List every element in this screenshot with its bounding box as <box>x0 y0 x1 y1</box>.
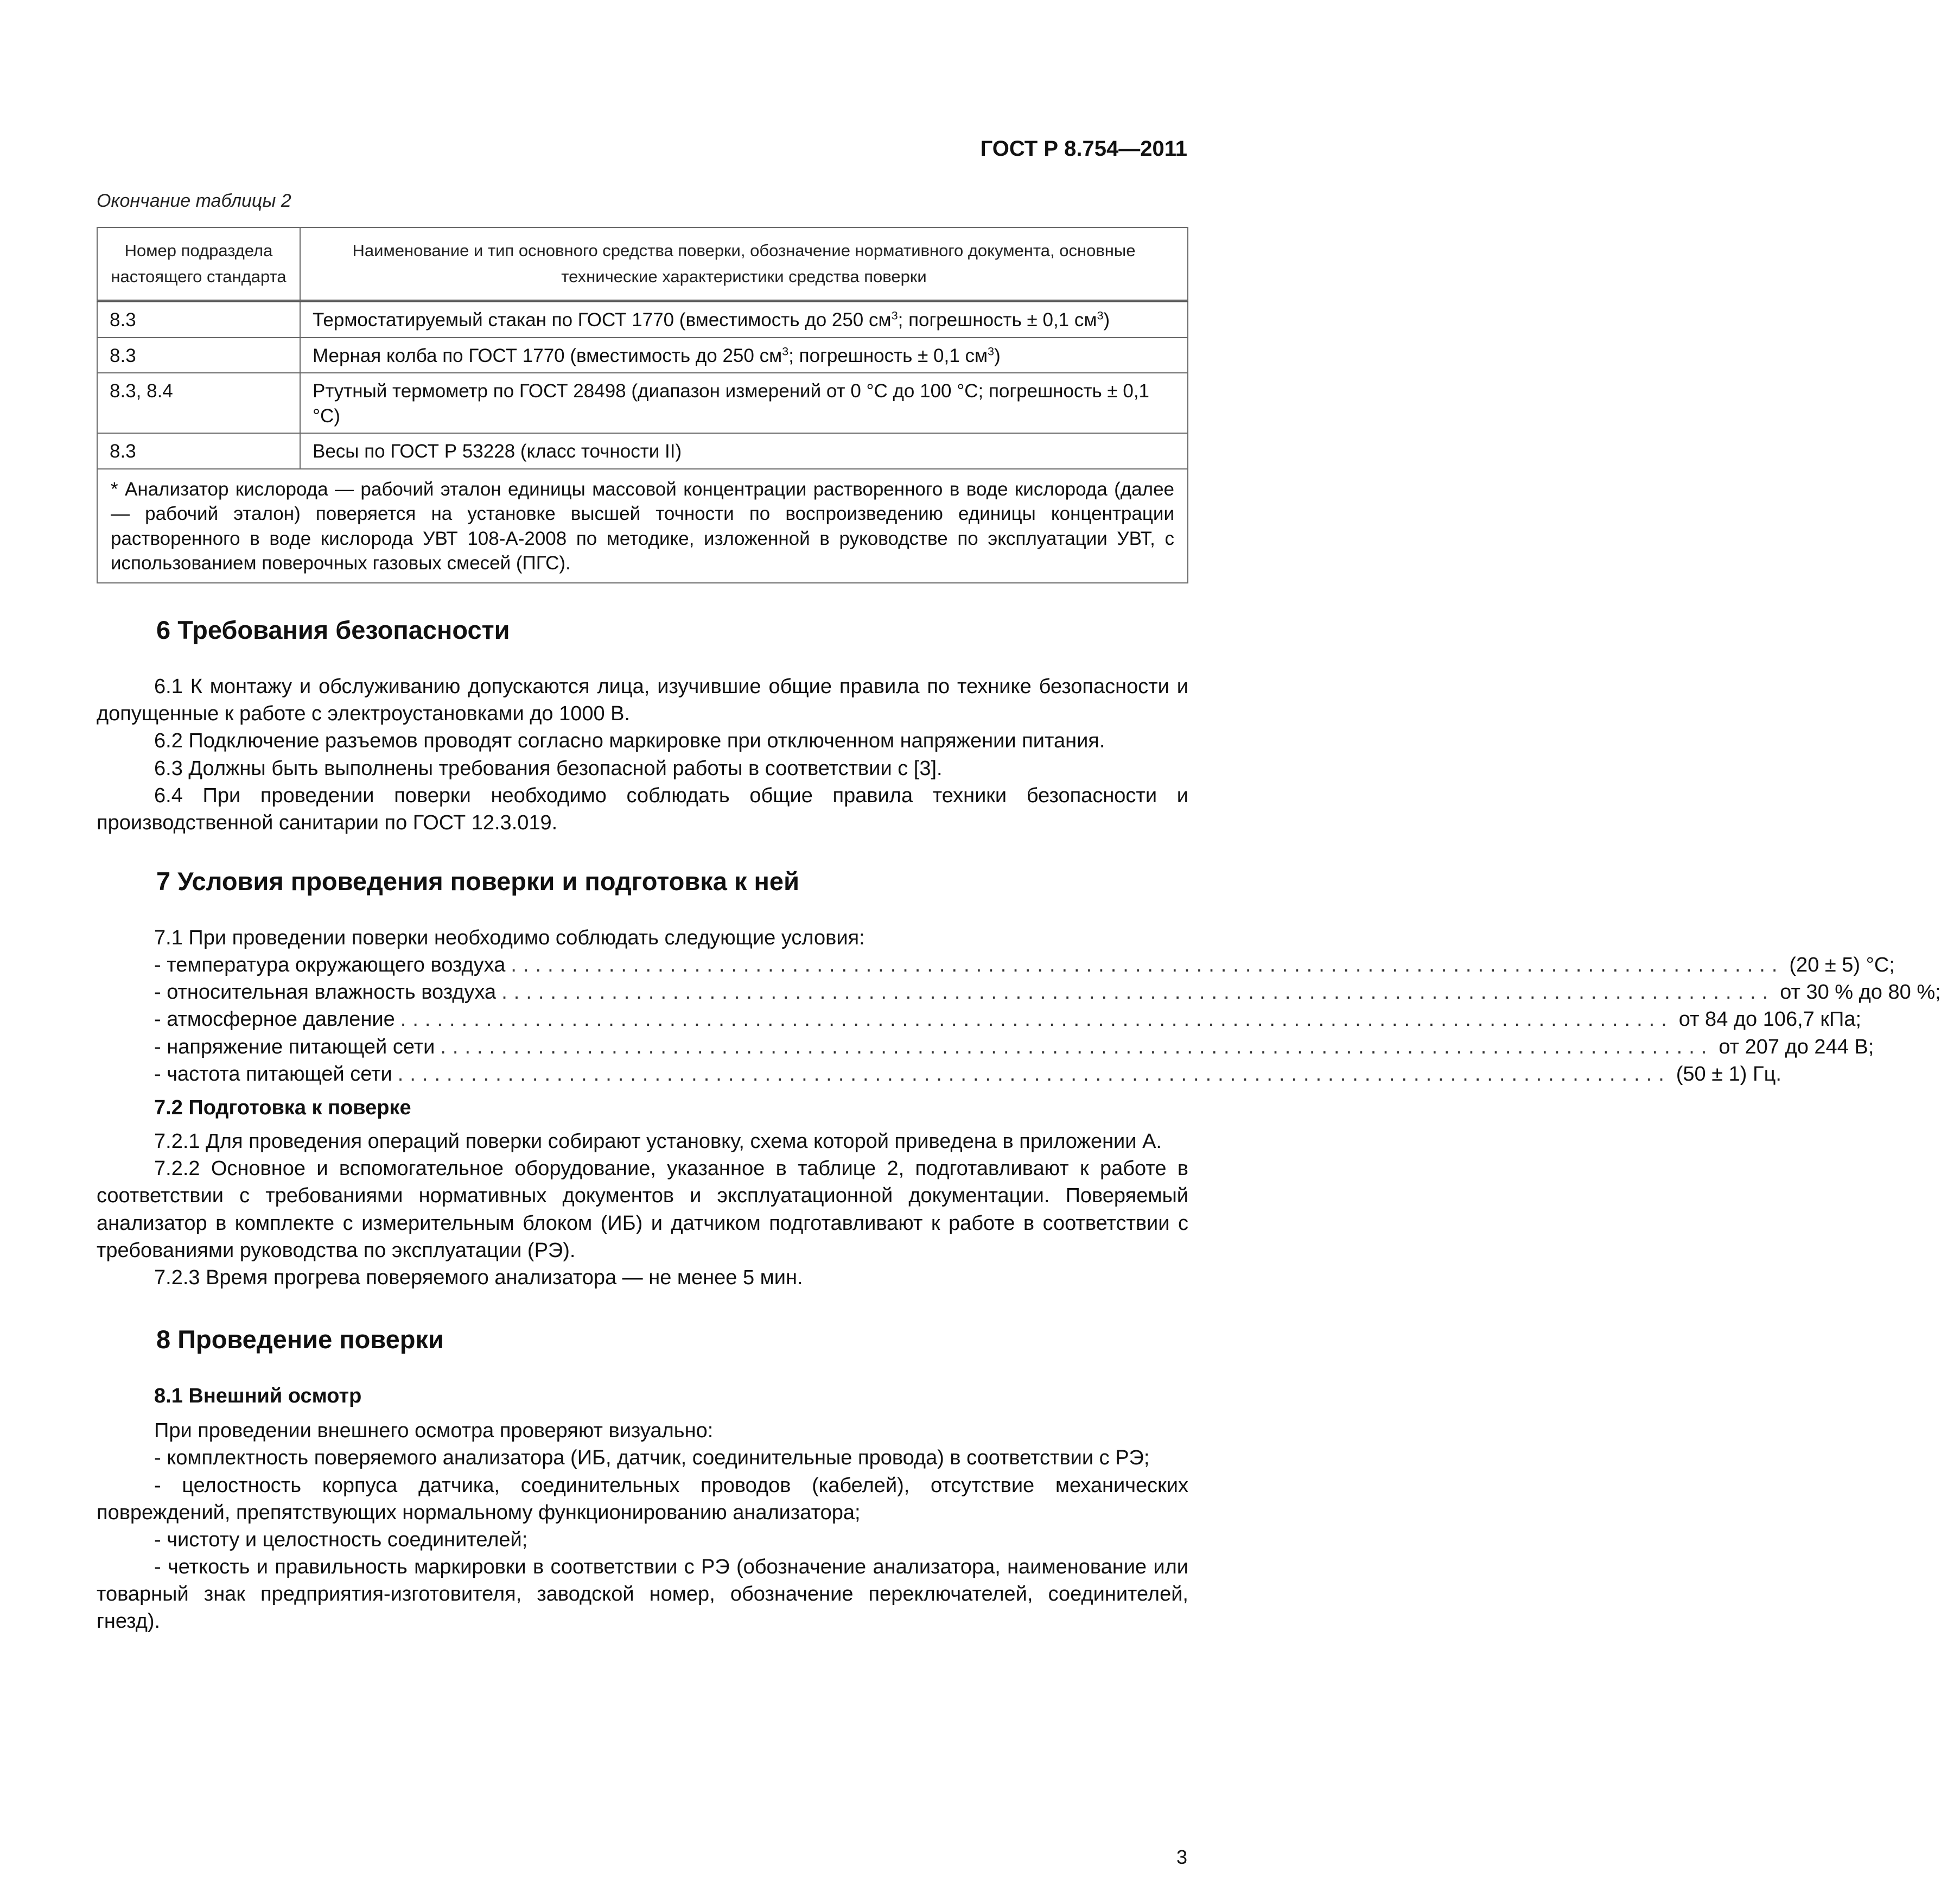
condition-label: - относительная влажность воздуха <box>154 981 497 1004</box>
paragraph-7-2-1: 7.2.1 Для проведения операций поверки собирают установку, схема которой приведена в приложении А. <box>154 1130 1162 1153</box>
paragraph-6-1: 6.1 К монтажу и обслуживанию допускаются лица, изучившие общие правила по технике безопасности и допущенные к работе с электроустановками до 1000 В. <box>97 675 1188 726</box>
equipment-text: Термостатируемый стакан по ГОСТ 1770 (вместимость до 250 см <box>313 309 892 331</box>
paragraph-6-3: 6.3 Должны быть выполнены требования безопасной работы в соответствии с [3]. <box>154 757 943 780</box>
equipment-text: ) <box>994 345 1001 366</box>
condition-label: - частота питающей сети <box>154 1062 392 1086</box>
table-caption: Окончание таблицы 2 <box>97 191 291 211</box>
equipment-cell <box>300 301 1188 338</box>
superscript: 3 <box>1097 308 1104 322</box>
section-7-heading: 7 Условия проведения поверки и подготовка к ней <box>156 866 799 896</box>
condition-row <box>97 1061 1781 1088</box>
subsection-cell: 8.3 <box>97 433 300 469</box>
condition-row <box>97 1033 1874 1061</box>
document-body <box>97 613 1941 1635</box>
subsection-cell: 8.3 <box>97 338 300 373</box>
superscript: 3 <box>891 308 898 322</box>
equipment-table <box>97 227 1188 583</box>
condition-value: от 30 % до 80 %; <box>1780 981 1941 1004</box>
paragraph-6-2: 6.2 Подключение разъемов проводят согласно маркировке при отключенном напряжении питания. <box>154 729 1105 753</box>
equipment-cell <box>300 338 1188 373</box>
paragraph-8-1-intro: При проведении внешнего осмотра проверяют визуально: <box>154 1419 714 1443</box>
subsection-cell: 8.3 <box>97 301 300 338</box>
table-footnote: * Анализатор кислорода — рабочий эталон единицы массовой концентрации растворенного в воде кислорода (далее — рабочий эталон) поверяется на установке высшей точности по воспроизведению единицы концентрации растворенного в воде кислорода УВТ 108-А-2008 по методике, изложенной в руководстве по эксплуатации УВТ, с использованием поверочных газовых смесей (ПГС). <box>97 469 1188 583</box>
column-header-equipment: Наименование и тип основного средства поверки, обозначение нормативного документа, основные технические характеристики средства поверки <box>300 227 1188 301</box>
equipment-text: ; погрешность ± 0,1 см <box>788 345 988 366</box>
table-header-row <box>97 227 1188 301</box>
section-6-heading: 6 Требования безопасности <box>156 615 510 644</box>
condition-value: (20 ± 5) °С; <box>1789 954 1895 977</box>
paragraph-6-4: 6.4 При проведении поверки необходимо соблюдать общие правила техники безопасности и производственной санитарии по ГОСТ 12.3.019. <box>97 784 1188 834</box>
dot-leader: ........................................................................................................ <box>397 1062 1671 1086</box>
dot-leader: ........................................................................................................ <box>440 1035 1714 1058</box>
condition-label: - температура окружающего воздуха <box>154 954 506 977</box>
section-8-heading: 8 Проведение поверки <box>156 1325 444 1354</box>
dot-leader: ........................................................................................................ <box>511 954 1784 977</box>
condition-row <box>97 951 1895 979</box>
equipment-text: Мерная колба по ГОСТ 1770 (вместимость до 250 см <box>313 345 782 366</box>
page-number: 3 <box>1176 1846 1187 1868</box>
subsection-8-1-heading: 8.1 Внешний осмотр <box>154 1385 362 1408</box>
dot-leader: ........................................................................................................ <box>400 1008 1673 1031</box>
table-footnote-row <box>97 469 1188 583</box>
column-header-subsection: Номер подраздела настоящего стандарта <box>97 227 300 301</box>
condition-label: - атмосферное давление <box>154 1008 395 1031</box>
condition-value: от 207 до 244 В; <box>1719 1035 1874 1058</box>
table-row <box>97 301 1188 338</box>
equipment-text: ; погрешность ± 0,1 см <box>898 309 1097 331</box>
subsection-cell: 8.3, 8.4 <box>97 373 300 433</box>
equipment-cell: Ртутный термометр по ГОСТ 28498 (диапазон измерений от 0 °С до 100 °С; погрешность ± 0,1 °С) <box>300 373 1188 433</box>
superscript: 3 <box>988 344 995 358</box>
equipment-cell: Весы по ГОСТ Р 53228 (класс точности II) <box>300 433 1188 469</box>
condition-row <box>97 979 1941 1006</box>
superscript: 3 <box>782 344 789 358</box>
table-row <box>97 338 1188 373</box>
table-row <box>97 373 1188 433</box>
paragraph-7-2-3: 7.2.3 Время прогрева поверяемого анализатора — не менее 5 мин. <box>154 1266 803 1289</box>
document-id-header: ГОСТ Р 8.754—2011 <box>980 137 1187 161</box>
condition-row <box>97 1006 1862 1033</box>
equipment-text: ) <box>1103 309 1110 331</box>
condition-value: (50 ± 1) Гц. <box>1676 1062 1781 1086</box>
table-row <box>97 433 1188 469</box>
inspection-item: - четкость и правильность маркировки в соответствии с РЭ (обозначение анализатора, наименование или товарный знак предприятия-изготовителя, заводской номер, обозначение переключателей, соединителей, гнезд). <box>97 1556 1188 1633</box>
inspection-item: - целостность корпуса датчика, соединительных проводов (кабелей), отсутствие механических повреждений, препятствующих нормальному функционированию анализатора; <box>97 1474 1188 1524</box>
paragraph-7-2-2: 7.2.2 Основное и вспомогательное оборудование, указанное в таблице 2, подготавливают к работе в соответствии с требованиями нормативных документов и эксплуатационной документации. Поверяемый анализатор в комплекте с измерительным блоком (ИБ) и датчиком подготавливают к работе в соответствии с требованиями руководства по эксплуатации (РЭ). <box>97 1157 1188 1262</box>
subsection-7-2-heading: 7.2 Подготовка к поверке <box>154 1096 411 1119</box>
inspection-item: - комплектность поверяемого анализатора (ИБ, датчик, соединительные провода) в соответствии с РЭ; <box>154 1446 1150 1470</box>
paragraph-7-1: 7.1 При проведении поверки необходимо соблюдать следующие условия: <box>154 926 865 949</box>
inspection-item: - чистоту и целостность соединителей; <box>154 1528 528 1551</box>
condition-label: - напряжение питающей сети <box>154 1035 435 1058</box>
dot-leader: ........................................................................................................ <box>501 981 1775 1004</box>
condition-value: от 84 до 106,7 кПа; <box>1678 1008 1862 1031</box>
